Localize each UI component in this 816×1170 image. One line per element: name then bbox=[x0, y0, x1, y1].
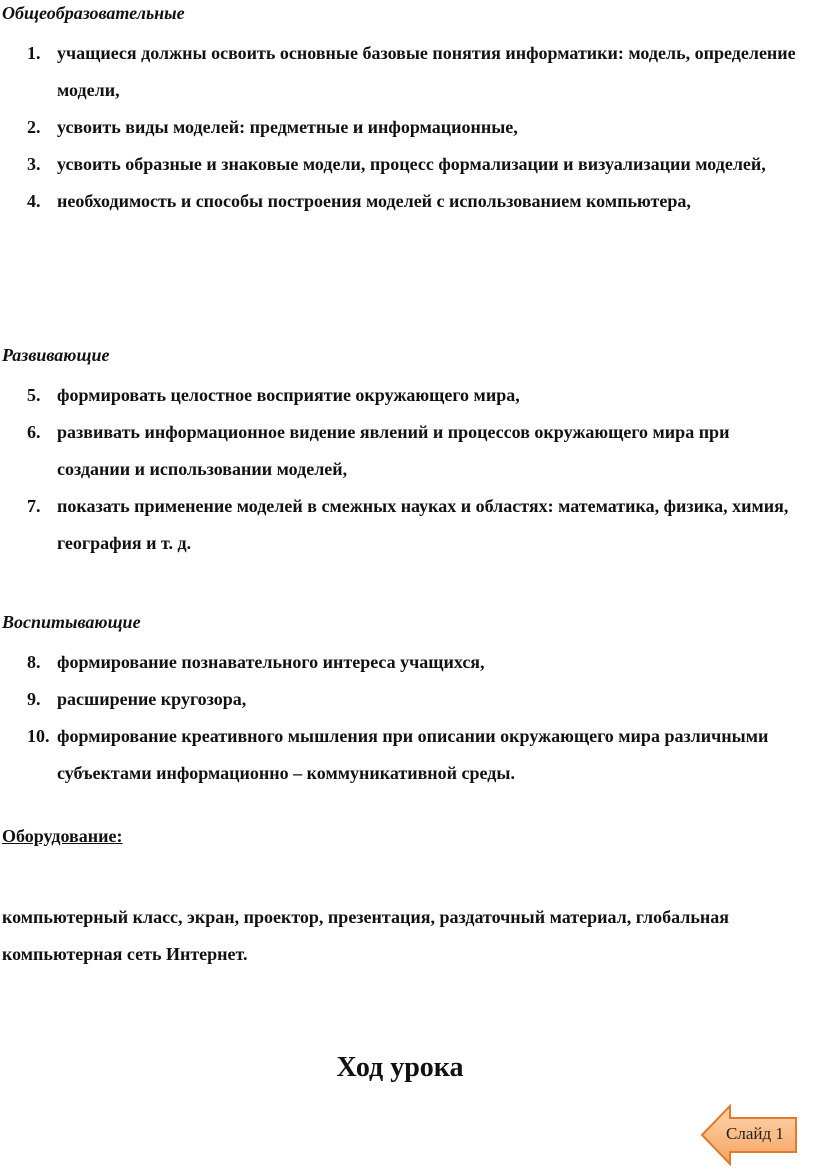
item-number: 4. bbox=[27, 191, 41, 211]
item-text: расширение кругозора, bbox=[57, 689, 247, 709]
list-item bbox=[0, 718, 816, 792]
item-number: 3. bbox=[27, 154, 41, 174]
list-item bbox=[0, 488, 816, 562]
slide-button[interactable] bbox=[700, 1104, 800, 1166]
list-item bbox=[0, 377, 816, 414]
equipment-title: Оборудование: bbox=[2, 826, 123, 846]
item-text: показать применение моделей в смежных науках и областях: математика, физика, химия, география и т. д. bbox=[57, 496, 789, 553]
list-item bbox=[0, 35, 816, 109]
item-number: 1. bbox=[27, 43, 41, 63]
slide-button-label: Слайд 1 bbox=[726, 1124, 784, 1143]
item-text: учащиеся должны освоить основные базовые понятия информатики: модель, определение модели, bbox=[57, 43, 796, 100]
item-text: усвоить образные и знаковые модели, процесс формализации и визуализации моделей, bbox=[57, 154, 766, 174]
item-text: формировать целостное восприятие окружающего мира, bbox=[57, 385, 520, 405]
item-text: развивать информационное видение явлений и процессов окружающего мира при создании и использовании моделей, bbox=[57, 422, 730, 479]
item-number: 7. bbox=[27, 496, 41, 516]
item-number: 9. bbox=[27, 689, 41, 709]
item-text: формирование познавательного интереса учащихся, bbox=[57, 652, 485, 672]
equipment-text: компьютерный класс, экран, проектор, презентация, раздаточный материал, глобальная компьютерная сеть Интернет. bbox=[2, 907, 729, 964]
list-item bbox=[0, 644, 816, 681]
section-title-educational: Воспитывающие bbox=[2, 612, 141, 632]
section-title-general: Общеобразовательные bbox=[2, 3, 185, 23]
item-number: 2. bbox=[27, 117, 41, 137]
developing-items-list bbox=[0, 377, 816, 562]
educational-items-list bbox=[0, 644, 816, 792]
list-item bbox=[0, 681, 816, 718]
item-number: 10. bbox=[27, 726, 50, 746]
lesson-title: Ход урока bbox=[336, 1052, 464, 1083]
item-number: 5. bbox=[27, 385, 41, 405]
list-item bbox=[0, 109, 816, 146]
item-number: 6. bbox=[27, 422, 41, 442]
list-item bbox=[0, 146, 816, 183]
general-items-list bbox=[0, 35, 816, 220]
item-text: усвоить виды моделей: предметные и информационные, bbox=[57, 117, 518, 137]
section-title-developing: Развивающие bbox=[2, 345, 110, 365]
list-item bbox=[0, 183, 816, 220]
item-text: необходимость и способы построения моделей с использованием компьютера, bbox=[57, 191, 691, 211]
list-item bbox=[0, 414, 816, 488]
item-number: 8. bbox=[27, 652, 41, 672]
item-text: формирование креативного мышления при описании окружающего мира различными субъектами информационно – коммуникативной среды. bbox=[57, 726, 769, 783]
